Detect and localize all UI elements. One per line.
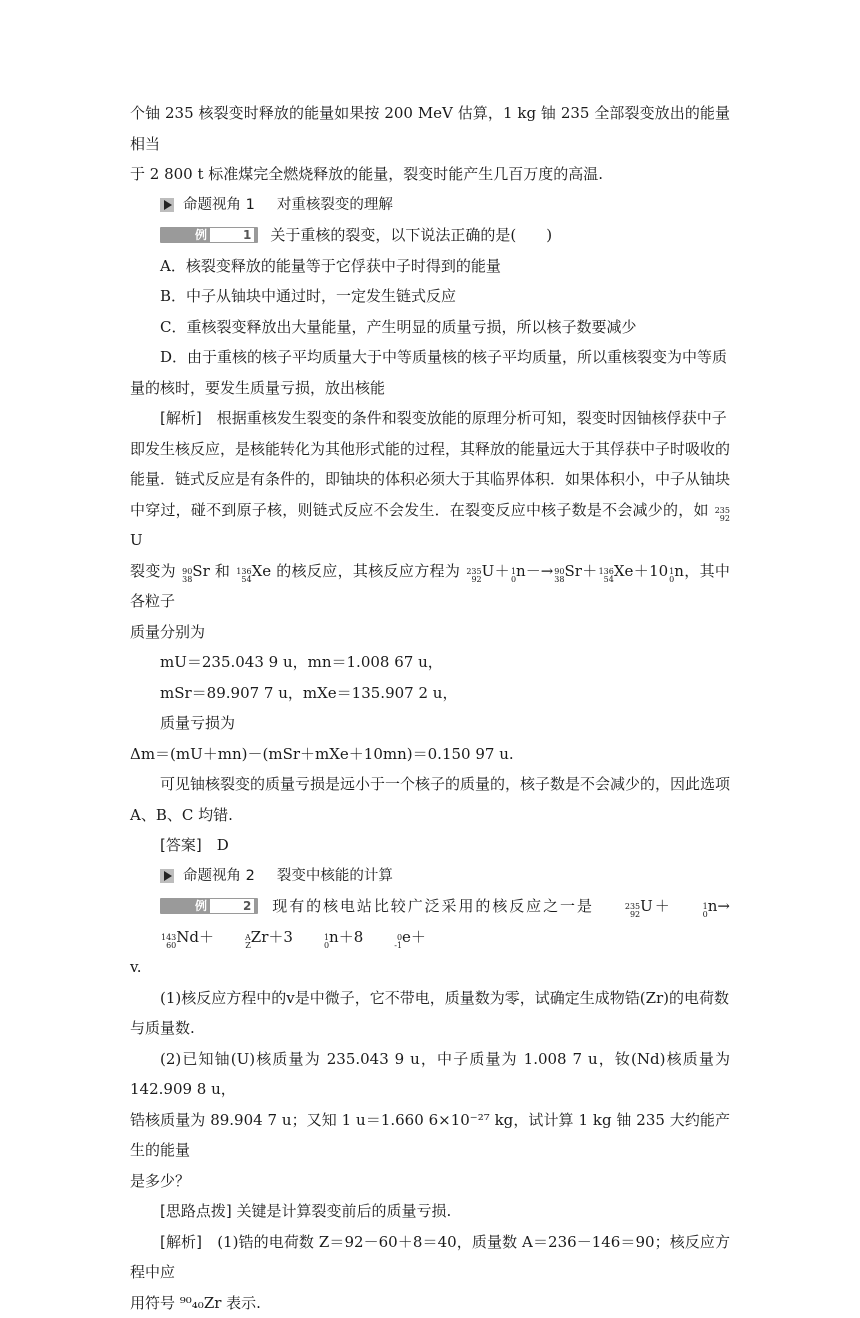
conclusion-line-1: 可见铀核裂变的质量亏损是远小于一个核子的质量的，核子数是不会减少的，因此选项 <box>130 769 730 800</box>
hint: [思路点拨] 关键是计算裂变前后的质量亏损. <box>130 1196 730 1227</box>
section-heading-2 <box>160 861 730 892</box>
question-1-line-2: 与质量数. <box>130 1013 730 1044</box>
option-b: B．中子从铀块中通过时，一定发生链式反应 <box>160 281 730 312</box>
play-triangle-icon <box>160 198 174 212</box>
answer-1: [答案] D <box>130 830 730 861</box>
defect-label: 质量亏损为 <box>160 708 730 739</box>
question-2-line-2: 锆核质量为 89.904 7 u；又知 1 u＝1.660 6×10⁻²⁷ kg，试计算 1 kg 铀 235 大约能产生的能量 <box>130 1105 730 1166</box>
analysis-2-line-2: 用符号 ⁹⁰₄₀Zr 表示. <box>130 1288 730 1318</box>
defect-formula: Δm＝(mU＋mn)－(mSr＋mXe＋10mn)＝0.150 97 u. <box>130 739 730 770</box>
option-d: D．由于重核的核子平均质量大于中等质量核的核子平均质量，所以重核裂变为中等质 <box>160 342 730 373</box>
option-a: A．核裂变释放的能量等于它俘获中子时得到的能量 <box>160 251 730 282</box>
page-content <box>130 98 730 1318</box>
example-2-question: 例 2 现有的核电站比较广泛采用的核反应之一是 235 92 U＋ 1 0 n→ 143 60 Nd＋ A Z Zr＋3 1 0 n＋8 0 -1 e＋ <box>130 891 730 952</box>
analysis-1-line-6: 质量分别为 <box>130 617 730 648</box>
section-heading-1 <box>160 190 730 221</box>
question-1-line-1: (1)核反应方程中的v是中微子，它不带电，质量数为零，试确定生成物锆(Zr)的电荷数 <box>130 983 730 1014</box>
section-title: 裂变中核能的计算 <box>277 861 393 892</box>
question-2-line-3: 是多少？ <box>130 1166 730 1197</box>
analysis-1-line-4: 中穿过，碰不到原子核，则链式反应不会发生．在裂变反应中核子数是不会减少的，如 235 92 U <box>130 495 730 556</box>
intro-line-1: 个铀 235 核裂变时释放的能量如果按 200 MeV 估算，1 kg 铀 235 全部裂变放出的能量相当 <box>130 98 730 159</box>
analysis-1-line-3: 能量．链式反应是有条件的，即铀块的体积必须大于其临界体积．如果体积小，中子从铀块 <box>130 464 730 495</box>
analysis-1-line-1: [解析] 根据重核发生裂变的条件和裂变放能的原理分析可知，裂变时因铀核俘获中子 <box>130 403 730 434</box>
option-c: C．重核裂变释放出大量能量，产生明显的质量亏损，所以核子数要减少 <box>160 312 730 343</box>
intro-line-2: 于 2 800 t 标准煤完全燃烧释放的能量，裂变时能产生几百万度的高温. <box>130 159 730 190</box>
option-d-continued: 量的核时，要发生质量亏损，放出核能 <box>130 373 730 404</box>
example-1-question: 例 1 关于重核的裂变，以下说法正确的是( ) <box>130 220 730 251</box>
conclusion-line-2: A、B、C 均错. <box>130 800 730 831</box>
play-triangle-icon <box>160 869 174 883</box>
analysis-1-line-5: 裂变为 90 38 Sr 和 136 54 Xe 的核反应，其核反应方程为 235 92 U＋ 1 0 n－→ 90 38 Sr＋ 136 54 Xe＋10 1 0 n，其中各粒子 <box>130 556 730 617</box>
section-label: 命题视角 1 <box>183 190 255 221</box>
section-label: 命题视角 2 <box>183 861 255 892</box>
example-2-question-end: v. <box>130 952 730 983</box>
analysis-2-line-1: [解析] (1)锆的电荷数 Z＝92－60＋8＝40，质量数 A＝236－146＝90；核反应方程中应 <box>130 1227 730 1288</box>
mass-line-1: mU＝235.043 9 u，mn＝1.008 67 u， <box>160 647 730 678</box>
question-2-line-1: (2)已知铀(U)核质量为 235.043 9 u，中子质量为 1.008 7 u，钕(Nd)核质量为 142.909 8 u， <box>130 1044 730 1105</box>
example-badge: 例 2 <box>160 898 258 914</box>
section-title: 对重核裂变的理解 <box>277 190 393 221</box>
analysis-1-line-2: 即发生核反应，是核能转化为其他形式能的过程，其释放的能量远大于其俘获中子时吸收的 <box>130 434 730 465</box>
mass-line-2: mSr＝89.907 7 u，mXe＝135.907 2 u， <box>160 678 730 709</box>
example-badge: 例 1 <box>160 227 258 243</box>
